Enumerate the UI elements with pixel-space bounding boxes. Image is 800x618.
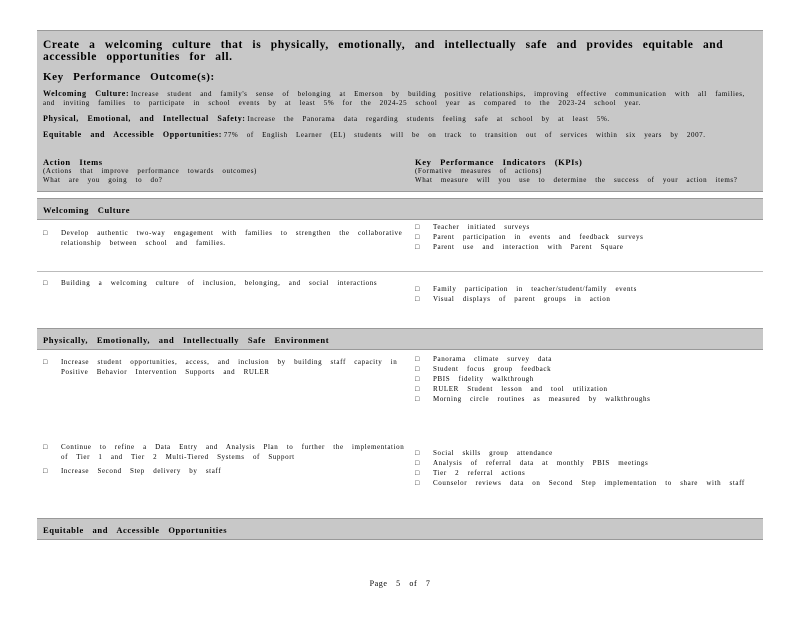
outcome-equity: Equitable and Accessible Opportunities: 77% of English Learner (EL) students will be on track to transition out of services within six years by 2007. [43,130,706,139]
table-row [37,220,763,272]
kpi-item: □ Panorama climate survey data [415,355,552,363]
table-row [37,440,763,518]
kpi-header: Key Performance Indicators (KPIs) (Formative measures of actions) What measure will you use to determine the success of your action items? [415,157,738,184]
kpi-item: □ Family participation in teacher/student/family events [415,285,637,293]
kpi-item: □ Social skills group attendance [415,449,553,457]
section-equitable-opportunities: Equitable and Accessible Opportunities [37,518,763,540]
action-items-header: Action Items (Actions that improve performance towards outcomes) What are you going to do? [43,157,257,184]
page-footer [0,579,800,588]
checkbox-icon: □ [43,279,48,287]
checkbox-icon: □ [43,467,48,475]
kpi-item: □ Visual displays of parent groups in action [415,295,611,303]
kpi-item: □ Tier 2 referral actions [415,469,526,477]
page-label: Page [369,579,388,588]
action-item: □ Develop authentic two-way engagement with families to strengthen the collaborative relationship between school and families. [43,229,403,247]
action-item: □ Building a welcoming culture of inclusion, belonging, and social interactions [43,279,378,287]
outcome-welcoming: Welcoming Culture: Increase student and family's sense of belonging at Emerson by building positive relationships, improving effective communication with all families, and inviting families to participate in school events by at least 5% for the 2024-25 school year as compared to the 2023-24 school year. [43,89,745,107]
of-label: of [409,579,418,588]
checkbox-icon: □ [415,285,420,293]
checkbox-icon: □ [415,243,420,251]
checkbox-icon: □ [415,295,420,303]
checkbox-icon: □ [415,375,420,383]
kpi-item: □ PBIS fidelity walkthrough [415,375,534,383]
kpi-item: □ Student focus group feedback [415,365,552,373]
checkbox-icon: □ [43,358,48,366]
checkbox-icon: □ [415,395,420,403]
kpi-item: □ RULER Student lesson and tool utilization [415,385,608,393]
section-safe-environment: Physically, Emotionally, and Intellectually Safe Environment [37,328,763,350]
action-item: □ Increase Second Step delivery by staff [43,467,222,475]
checkbox-icon: □ [415,479,420,487]
kpi-item: □ Analysis of referral data at monthly PBIS meetings [415,459,649,467]
checkbox-icon: □ [415,365,420,373]
checkbox-icon: □ [415,459,420,467]
action-item: □ Continue to refine a Data Entry and Analysis Plan to further the implementation of Tier 1 and Tier 2 Multi-Tiered Systems of Support [43,443,405,461]
kpi-item: □ Morning circle routines as measured by walkthroughs [415,395,651,403]
kpi-item: □ Counselor reviews data on Second Step implementation to share with staff [415,479,745,487]
checkbox-icon: □ [415,355,420,363]
document-page [37,30,763,540]
page-total: 7 [425,579,431,588]
goal-header [37,30,763,192]
table-row [37,350,763,440]
section-welcoming-culture: Welcoming Culture [37,198,763,220]
kpo-heading: Key Performance Outcome(s): [43,71,215,83]
outcomes-list [43,89,757,140]
checkbox-icon: □ [415,223,420,231]
kpi-item: □ Parent use and interaction with Parent Square [415,243,624,251]
kpi-item: □ Parent participation in events and feedback surveys [415,233,644,241]
checkbox-icon: □ [415,469,420,477]
checkbox-icon: □ [43,229,48,237]
action-item: □ Increase student opportunities, access, and inclusion by building staff capacity in Positive Behavior Intervention Supports and RULER [43,358,398,376]
kpi-item: □ Teacher initiated surveys [415,223,530,231]
checkbox-icon: □ [43,443,48,451]
outcome-safety: Physical, Emotional, and Intellectual Safety: Increase the Panorama data regarding students feeling safe at school by at least 5%. [43,114,610,123]
column-headers [43,158,757,185]
page-number: 5 [396,579,401,588]
table-row [37,272,763,328]
goal-text: Create a welcoming culture that is physically, emotionally, and intellectually safe and provides equitable and accessible opportunities for all. [43,39,724,63]
checkbox-icon: □ [415,449,420,457]
checkbox-icon: □ [415,233,420,241]
checkbox-icon: □ [415,385,420,393]
